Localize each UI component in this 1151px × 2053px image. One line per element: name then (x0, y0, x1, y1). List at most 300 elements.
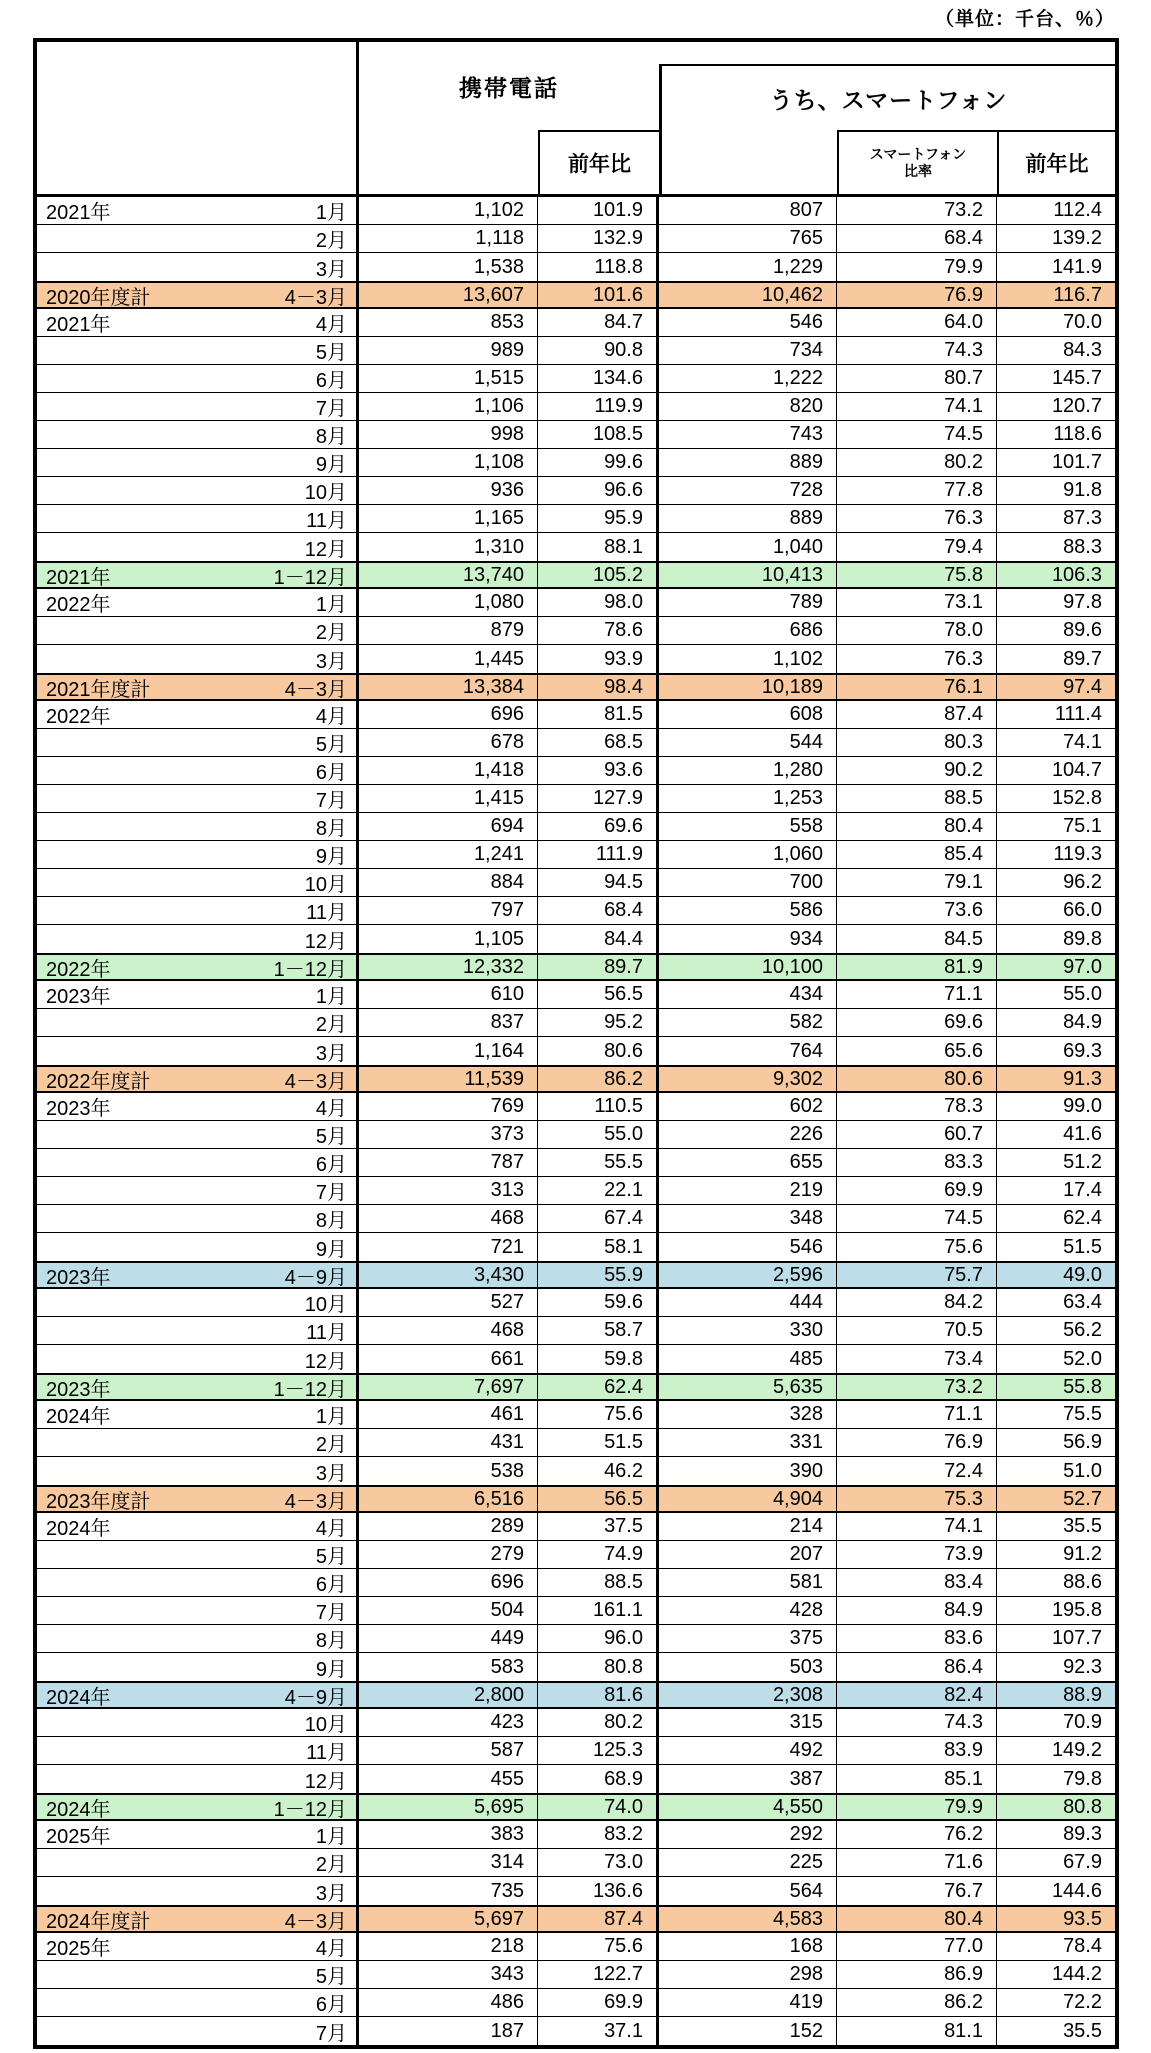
row-label (37, 1037, 359, 1065)
cell-smartphone-shipments: 765 (659, 225, 837, 252)
cell-smartphone-yoy: 55.8 (1063, 1375, 1102, 1398)
row-label (37, 393, 359, 420)
cell-smartphone-yoy: 106.3 (1051, 563, 1102, 586)
cell-mobile-shipments: 279 (359, 1541, 538, 1568)
row-period: 11月 (306, 1322, 347, 1344)
cell-mobile-yoy: 56.5 (538, 981, 659, 1008)
table-row (37, 2017, 1115, 2045)
row-period: 11月 (306, 1742, 347, 1764)
cell-mobile-shipments: 1,241 (359, 841, 538, 868)
row-period: 4－3月 (284, 1490, 347, 1511)
table-row (37, 869, 1115, 897)
row-label (37, 1737, 359, 1764)
cell-mobile-yoy: 98.4 (538, 675, 659, 699)
cell-smartphone-yoy: 79.8 (1063, 1767, 1102, 1790)
row-label (37, 1765, 359, 1793)
row-label (37, 1961, 359, 1988)
cell-smartphone-yoy: 111.4 (1054, 703, 1102, 725)
cell-mobile-shipments: 538 (359, 1457, 538, 1485)
cell-smartphone-yoy: 93.5 (1063, 1907, 1102, 1930)
cell-mobile-yoy: 37.1 (538, 2017, 659, 2045)
cell-smartphone-yoy: 35.5 (1063, 1515, 1102, 1537)
cell-smartphone-yoy: 51.2 (1063, 1151, 1102, 1173)
cell-smartphone-shipments: 686 (659, 617, 837, 644)
cell-smartphone-ratio: 70.5 (837, 1317, 997, 1344)
cell-mobile-shipments: 696 (359, 701, 538, 728)
cell-smartphone-shipments: 581 (659, 1569, 837, 1596)
cell-smartphone-shipments: 387 (659, 1765, 837, 1793)
cell-mobile-shipments: 13,384 (359, 675, 538, 699)
cell-mobile-yoy: 86.2 (538, 1067, 659, 1091)
table-body (37, 197, 1115, 2045)
cell-smartphone-ratio: 81.9 (837, 955, 997, 979)
cell-smartphone-ratio: 80.3 (837, 729, 997, 756)
cell-mobile-yoy: 98.0 (538, 589, 659, 616)
cell-smartphone-shipments: 546 (659, 1233, 837, 1261)
row-label (37, 1457, 359, 1485)
cell-smartphone-ratio: 74.3 (837, 1709, 997, 1736)
cell-smartphone-yoy: 97.8 (1063, 591, 1102, 613)
row-label (37, 283, 359, 307)
cell-smartphone-yoy: 63.4 (1063, 1291, 1102, 1313)
table-row (37, 1373, 1115, 1401)
row-period: 1－12月 (273, 566, 347, 587)
row-year: 2021年 (46, 314, 111, 336)
row-label (37, 2017, 359, 2045)
cell-mobile-yoy: 132.9 (538, 225, 659, 252)
row-period: 5月 (315, 734, 347, 756)
cell-smartphone-shipments: 10,413 (659, 563, 837, 587)
cell-mobile-yoy: 75.6 (538, 1933, 659, 1960)
cell-smartphone-shipments: 298 (659, 1961, 837, 1988)
row-label (37, 1569, 359, 1596)
row-label (37, 1653, 359, 1681)
table-row (37, 1569, 1115, 1597)
cell-mobile-shipments: 5,697 (359, 1907, 538, 1931)
table-row (37, 1597, 1115, 1625)
table-row (37, 897, 1115, 925)
row-period: 5月 (315, 1546, 347, 1568)
cell-smartphone-ratio: 73.2 (837, 1375, 997, 1399)
cell-smartphone-ratio: 76.7 (837, 1877, 997, 1905)
cell-mobile-yoy: 105.2 (538, 563, 659, 587)
cell-smartphone-ratio: 75.6 (837, 1233, 997, 1261)
cell-smartphone-yoy: 89.7 (1063, 647, 1102, 670)
cell-smartphone-yoy: 118.6 (1053, 423, 1102, 445)
cell-mobile-shipments: 678 (359, 729, 538, 756)
table-row (37, 1821, 1115, 1849)
cell-mobile-yoy: 68.5 (538, 729, 659, 756)
table-row (37, 449, 1115, 477)
cell-mobile-yoy: 56.5 (538, 1487, 659, 1511)
cell-smartphone-ratio: 75.8 (837, 563, 997, 587)
cell-mobile-yoy: 101.9 (538, 197, 659, 224)
cell-smartphone-ratio: 74.3 (837, 337, 997, 364)
cell-smartphone-ratio: 73.9 (837, 1541, 997, 1568)
row-period: 1月 (315, 594, 347, 616)
cell-smartphone-yoy: 195.8 (1051, 1599, 1102, 1621)
cell-smartphone-yoy: 49.0 (1063, 1263, 1102, 1286)
cell-mobile-shipments: 1,538 (359, 253, 538, 281)
table-row (37, 421, 1115, 449)
row-period: 8月 (315, 426, 347, 448)
cell-mobile-shipments: 769 (359, 1093, 538, 1120)
cell-smartphone-ratio: 78.3 (837, 1093, 997, 1120)
row-year: 2022年度計 (46, 1070, 151, 1091)
row-period: 4月 (315, 314, 347, 336)
cell-mobile-yoy: 58.7 (538, 1317, 659, 1344)
cell-mobile-shipments: 343 (359, 1961, 538, 1988)
row-label (37, 897, 359, 924)
cell-smartphone-ratio: 73.1 (837, 589, 997, 616)
row-label (37, 253, 359, 281)
row-period: 4月 (315, 1518, 347, 1540)
cell-smartphone-yoy: 116.7 (1053, 283, 1102, 306)
row-period: 11月 (306, 510, 347, 532)
cell-smartphone-shipments: 315 (659, 1709, 837, 1736)
row-label (37, 1989, 359, 2016)
cell-smartphone-ratio: 83.6 (837, 1625, 997, 1652)
cell-smartphone-shipments: 1,222 (659, 365, 837, 392)
cell-mobile-shipments: 3,430 (359, 1263, 538, 1287)
cell-smartphone-shipments: 4,583 (659, 1907, 837, 1931)
cell-smartphone-shipments: 214 (659, 1513, 837, 1540)
cell-mobile-shipments: 1,118 (359, 225, 538, 252)
cell-mobile-shipments: 610 (359, 981, 538, 1008)
cell-mobile-yoy: 111.9 (538, 841, 659, 868)
cell-smartphone-ratio: 65.6 (837, 1037, 997, 1065)
cell-smartphone-ratio: 74.1 (837, 1513, 997, 1540)
row-period: 4月 (315, 706, 347, 728)
table-row (37, 1793, 1115, 1821)
cell-smartphone-ratio: 83.3 (837, 1149, 997, 1176)
cell-mobile-shipments: 2,800 (359, 1683, 538, 1707)
cell-mobile-shipments: 13,740 (359, 563, 538, 587)
row-period: 1月 (315, 1826, 347, 1848)
table-row (37, 309, 1115, 337)
row-period: 8月 (315, 818, 347, 840)
cell-smartphone-yoy: 141.9 (1051, 255, 1102, 278)
cell-smartphone-yoy: 52.0 (1063, 1347, 1102, 1370)
table-row (37, 701, 1115, 729)
row-period: 7月 (315, 2022, 347, 2045)
header-yoy-label-smartphone: 前年比 (997, 130, 1115, 194)
cell-smartphone-shipments: 807 (659, 197, 837, 224)
cell-smartphone-ratio: 74.5 (837, 421, 997, 448)
cell-smartphone-shipments: 9,302 (659, 1067, 837, 1091)
cell-smartphone-shipments: 492 (659, 1737, 837, 1764)
row-label (37, 1289, 359, 1316)
cell-smartphone-yoy: 41.6 (1063, 1123, 1102, 1145)
cell-smartphone-shipments: 434 (659, 981, 837, 1008)
table-row (37, 729, 1115, 757)
cell-smartphone-yoy: 72.2 (1063, 1991, 1102, 2013)
cell-smartphone-shipments: 225 (659, 1849, 837, 1876)
cell-smartphone-yoy: 88.3 (1063, 535, 1102, 558)
cell-mobile-shipments: 787 (359, 1149, 538, 1176)
cell-smartphone-ratio: 74.1 (837, 393, 997, 420)
row-period: 7月 (315, 1602, 347, 1624)
table-row (37, 1765, 1115, 1793)
cell-smartphone-shipments: 10,100 (659, 955, 837, 979)
cell-mobile-shipments: 313 (359, 1177, 538, 1204)
cell-mobile-yoy: 136.6 (538, 1877, 659, 1905)
cell-smartphone-ratio: 73.2 (837, 197, 997, 224)
cell-mobile-yoy: 95.2 (538, 1009, 659, 1036)
table-row (37, 1457, 1115, 1485)
cell-smartphone-shipments: 1,040 (659, 533, 837, 561)
row-period: 3月 (315, 258, 347, 281)
cell-smartphone-ratio: 85.4 (837, 841, 997, 868)
cell-smartphone-yoy: 152.8 (1051, 787, 1102, 809)
row-period: 10月 (304, 482, 347, 504)
row-period: 4－3月 (284, 286, 347, 307)
cell-mobile-shipments: 694 (359, 813, 538, 840)
cell-smartphone-yoy: 78.4 (1063, 1935, 1102, 1957)
cell-mobile-shipments: 289 (359, 1513, 538, 1540)
cell-mobile-yoy: 69.9 (538, 1989, 659, 2016)
row-label (37, 533, 359, 561)
cell-smartphone-yoy: 51.5 (1063, 1235, 1102, 1258)
row-label (37, 309, 359, 336)
row-label (37, 505, 359, 532)
table-row (37, 1541, 1115, 1569)
cell-mobile-yoy: 59.8 (538, 1345, 659, 1373)
cell-smartphone-yoy: 92.3 (1063, 1655, 1102, 1678)
row-label (37, 1149, 359, 1176)
cell-mobile-yoy: 101.6 (538, 283, 659, 307)
cell-smartphone-ratio: 73.4 (837, 1345, 997, 1373)
row-year: 2024年 (46, 1518, 111, 1540)
cell-smartphone-shipments: 655 (659, 1149, 837, 1176)
row-label (37, 563, 359, 587)
cell-smartphone-ratio: 82.4 (837, 1683, 997, 1707)
cell-smartphone-shipments: 1,102 (659, 645, 837, 673)
row-label (37, 813, 359, 840)
table-row (37, 925, 1115, 953)
cell-mobile-shipments: 12,332 (359, 955, 538, 979)
cell-smartphone-yoy: 145.7 (1051, 367, 1102, 389)
cell-mobile-shipments: 449 (359, 1625, 538, 1652)
row-period: 1月 (315, 1406, 347, 1428)
cell-smartphone-ratio: 79.1 (837, 869, 997, 896)
table-row (37, 1737, 1115, 1765)
cell-smartphone-shipments: 328 (659, 1401, 837, 1428)
row-period: 3月 (315, 1462, 347, 1485)
cell-smartphone-ratio: 84.9 (837, 1597, 997, 1624)
row-period: 6月 (315, 1994, 347, 2016)
cell-mobile-shipments: 5,695 (359, 1795, 538, 1819)
row-period: 4月 (315, 1938, 347, 1960)
cell-mobile-yoy: 74.9 (538, 1541, 659, 1568)
row-period: 10月 (304, 1294, 347, 1316)
cell-mobile-shipments: 1,445 (359, 645, 538, 673)
cell-smartphone-ratio: 86.9 (837, 1961, 997, 1988)
row-label (37, 1487, 359, 1511)
cell-smartphone-shipments: 428 (659, 1597, 837, 1624)
cell-smartphone-shipments: 375 (659, 1625, 837, 1652)
table-header (37, 42, 1115, 197)
cell-smartphone-shipments: 2,308 (659, 1683, 837, 1707)
cell-mobile-shipments: 468 (359, 1205, 538, 1232)
cell-mobile-yoy: 87.4 (538, 1907, 659, 1931)
header-smartphone-group-label: うち、スマートフォン (769, 86, 1008, 113)
row-period: 12月 (304, 1770, 347, 1793)
cell-mobile-shipments: 461 (359, 1401, 538, 1428)
table-row (37, 981, 1115, 1009)
row-period: 10月 (304, 1714, 347, 1736)
table-row (37, 561, 1115, 589)
row-year: 2025年 (46, 1826, 111, 1848)
row-label (37, 645, 359, 673)
cell-smartphone-yoy: 91.2 (1063, 1543, 1102, 1565)
row-label (37, 1849, 359, 1876)
cell-smartphone-yoy: 112.4 (1053, 199, 1102, 221)
cell-smartphone-yoy: 80.8 (1063, 1795, 1102, 1818)
table-row (37, 197, 1115, 225)
table-row (37, 1289, 1115, 1317)
row-period: 2月 (315, 1014, 347, 1036)
table-row (37, 785, 1115, 813)
cell-mobile-yoy: 80.6 (538, 1037, 659, 1065)
cell-smartphone-ratio: 87.4 (837, 701, 997, 728)
row-period: 1月 (315, 986, 347, 1008)
cell-smartphone-yoy: 84.3 (1063, 339, 1102, 361)
table-row (37, 1205, 1115, 1233)
table-row (37, 617, 1115, 645)
cell-smartphone-yoy: 51.0 (1063, 1459, 1102, 1482)
table-row (37, 1709, 1115, 1737)
row-label (37, 701, 359, 728)
cell-smartphone-ratio: 76.3 (837, 505, 997, 532)
cell-mobile-shipments: 989 (359, 337, 538, 364)
table-row (37, 253, 1115, 281)
cell-mobile-shipments: 423 (359, 1709, 538, 1736)
cell-smartphone-ratio: 79.9 (837, 1795, 997, 1819)
row-period: 10月 (304, 874, 347, 896)
cell-smartphone-yoy: 75.5 (1063, 1403, 1102, 1425)
cell-mobile-shipments: 486 (359, 1989, 538, 2016)
cell-mobile-yoy: 78.6 (538, 617, 659, 644)
row-period: 9月 (315, 454, 347, 476)
cell-smartphone-ratio: 83.4 (837, 1569, 997, 1596)
cell-mobile-shipments: 314 (359, 1849, 538, 1876)
cell-smartphone-ratio: 79.9 (837, 253, 997, 281)
cell-mobile-shipments: 1,164 (359, 1037, 538, 1065)
cell-mobile-yoy: 55.5 (538, 1149, 659, 1176)
row-label (37, 1233, 359, 1261)
cell-smartphone-ratio: 85.1 (837, 1765, 997, 1793)
table-row (37, 589, 1115, 617)
cell-mobile-shipments: 583 (359, 1653, 538, 1681)
table-row (37, 1513, 1115, 1541)
row-label (37, 1877, 359, 1905)
cell-mobile-yoy: 125.3 (538, 1737, 659, 1764)
cell-mobile-yoy: 110.5 (538, 1093, 659, 1120)
cell-mobile-yoy: 90.8 (538, 337, 659, 364)
cell-mobile-yoy: 51.5 (538, 1429, 659, 1456)
row-label (37, 365, 359, 392)
row-period: 5月 (315, 342, 347, 364)
row-period: 2月 (315, 622, 347, 644)
cell-mobile-yoy: 99.6 (538, 449, 659, 476)
cell-mobile-yoy: 122.7 (538, 1961, 659, 1988)
table-row (37, 757, 1115, 785)
row-period: 6月 (315, 1574, 347, 1596)
cell-smartphone-ratio: 75.3 (837, 1487, 997, 1511)
header-mobile-phone-label: 携帯電話 (459, 74, 559, 101)
cell-mobile-yoy: 84.7 (538, 309, 659, 336)
cell-mobile-shipments: 661 (359, 1345, 538, 1373)
cell-smartphone-ratio: 69.9 (837, 1177, 997, 1204)
cell-smartphone-yoy: 97.4 (1063, 675, 1102, 698)
cell-mobile-shipments: 884 (359, 869, 538, 896)
table-row (37, 1317, 1115, 1345)
cell-mobile-shipments: 1,415 (359, 785, 538, 812)
cell-smartphone-shipments: 934 (659, 925, 837, 953)
cell-smartphone-shipments: 1,060 (659, 841, 837, 868)
table-row (37, 505, 1115, 533)
cell-smartphone-shipments: 168 (659, 1933, 837, 1960)
cell-smartphone-ratio: 77.0 (837, 1933, 997, 1960)
cell-smartphone-yoy: 56.2 (1063, 1319, 1102, 1341)
cell-smartphone-ratio: 76.2 (837, 1821, 997, 1848)
cell-mobile-shipments: 468 (359, 1317, 538, 1344)
cell-mobile-shipments: 7,697 (359, 1375, 538, 1399)
row-label (37, 955, 359, 979)
row-period: 1月 (315, 202, 347, 224)
row-label (37, 477, 359, 504)
cell-smartphone-shipments: 503 (659, 1653, 837, 1681)
header-smartphone-ratio-line1: スマートフォン (869, 146, 967, 162)
cell-mobile-shipments: 1,165 (359, 505, 538, 532)
cell-smartphone-ratio: 88.5 (837, 785, 997, 812)
cell-smartphone-ratio: 69.6 (837, 1009, 997, 1036)
cell-smartphone-shipments: 743 (659, 421, 837, 448)
cell-smartphone-yoy: 35.5 (1063, 2019, 1102, 2042)
cell-smartphone-ratio: 73.6 (837, 897, 997, 924)
cell-smartphone-ratio: 86.2 (837, 1989, 997, 2016)
cell-smartphone-ratio: 83.9 (837, 1737, 997, 1764)
row-period: 9月 (315, 846, 347, 868)
cell-smartphone-shipments: 292 (659, 1821, 837, 1848)
table-row (37, 1345, 1115, 1373)
cell-smartphone-ratio: 71.1 (837, 981, 997, 1008)
row-label (37, 841, 359, 868)
row-period: 4－9月 (284, 1266, 347, 1287)
row-label (37, 1067, 359, 1091)
cell-smartphone-yoy: 99.0 (1063, 1095, 1102, 1117)
cell-smartphone-ratio: 74.5 (837, 1205, 997, 1232)
row-period: 7月 (315, 398, 347, 420)
cell-mobile-yoy: 22.1 (538, 1177, 659, 1204)
cell-smartphone-shipments: 207 (659, 1541, 837, 1568)
row-period: 6月 (315, 370, 347, 392)
cell-mobile-shipments: 383 (359, 1821, 538, 1848)
row-year: 2025年 (46, 1938, 111, 1960)
table-row (37, 953, 1115, 981)
row-label (37, 449, 359, 476)
cell-mobile-shipments: 1,310 (359, 533, 538, 561)
table-row (37, 1009, 1115, 1037)
cell-smartphone-ratio: 72.4 (837, 1457, 997, 1485)
cell-mobile-shipments: 1,102 (359, 197, 538, 224)
row-year: 2023年 (46, 1098, 111, 1120)
table-row (37, 281, 1115, 309)
cell-mobile-yoy: 81.6 (538, 1683, 659, 1707)
row-label (37, 729, 359, 756)
cell-mobile-shipments: 1,515 (359, 365, 538, 392)
